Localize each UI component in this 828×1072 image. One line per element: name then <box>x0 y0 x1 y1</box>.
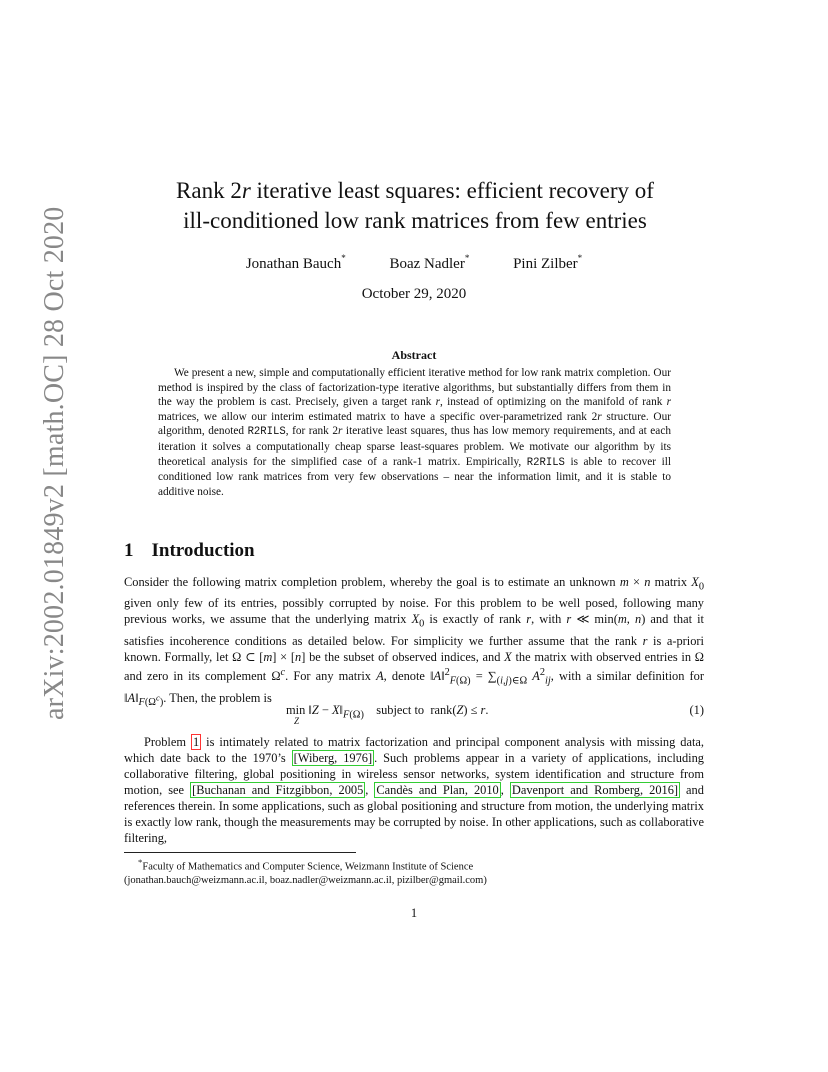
author-3: Pini Zilber* <box>513 253 583 272</box>
citation-link[interactable]: Candès and Plan, 2010 <box>376 783 499 797</box>
page-number: 1 <box>410 906 418 920</box>
equation-1 <box>124 703 704 725</box>
author-2: Boaz Nadler* <box>389 253 470 272</box>
section-heading: 1 Introduction <box>124 540 255 561</box>
citation-link[interactable]: [Wiberg, 1976] <box>293 751 373 765</box>
equation-body: min ‖Z − $X‖_{F(\Omega)}$ subject to rank(Z) ≤ r. <box>286 703 489 721</box>
algorithm-name: R2RILS <box>526 456 565 469</box>
intro-paragraph-2: Problem 1 is intimately related to matrix factorization and principal component analysis with missing data, which date back to the 1970’s [Wiberg, 1976] . Such problems appear in a variety of applications, including collaborative filtering, global positioning in wireless sensor networks, system identification and structure from motion, see [Buchanan and Fitzgibbon, 2005 , Candès and Plan, 2010 , Davenport and Romberg, 2016] and references therein. In some applications, such as global positioning and structure from motion, the underlying matrix is exactly low rank, though the measurements may be corrupted by noise. In other applications, such as collaborative filtering, <box>124 735 704 845</box>
equation-number: (1) <box>689 703 704 717</box>
equation-reference-link[interactable]: 1 <box>192 735 200 749</box>
title-line-2: ill-conditioned low rank matrices from few entries <box>183 208 647 233</box>
footnote-divider <box>124 852 356 853</box>
intro-paragraph-1: Consider the following matrix completion problem, whereby the goal is to estimate an unknown m × n matrix $X_0$ given only few of its entries, possibly corrupted by noise. For this problem to be well posed, following many previous works, we assume that the underlying matrix $X_0$ is exactly of rank r, with r ≪ min(m, n) and that it satisfies incoherence conditions as detailed below. For simplicity we further assume that the rank r is a-priori known. Formally, let Ω ⊂ [m] × [n] be the subset of observed indices, and X the matrix with observed entries in Ω and zero in its complement $\Omega^c$. For any matrix A, denote ‖A‖$^2_{F(\Omega)}$ = $\sum_{(i,j)\in\Omega}$ $A^2_{ij}$, with a similar definition for $‖A‖_{F(\Omega^c)}$. Then, the problem is <box>124 575 705 708</box>
author-1: Jonathan Bauch* <box>245 253 346 272</box>
abstract-text: We present a new, simple and computationally efficient iterative method for low rank matrix completion. Our method is inspired by the class of factorization-type iterative algorithms, but substantially differs from them in the way the problem is cast. Precisely, given a target rank r, instead of optimizing on the manifold of rank r matrices, we allow our interim estimated matrix to have a specific over-parametrized rank 2r structure. Our algorithm, denoted R2RILS, for rank 2r iterative least squares, thus has low memory requirements, and at each iteration it solves a computationally cheap sparse least-squares problem. We motivate our algorithm by its theoretical analysis for the simplified case of a rank-1 matrix. Empirically, R2RILS is able to recover ill conditioned low rank matrices from very few observations – near the information limit, and it is stable to additive noise. <box>158 367 671 498</box>
footnote: *Faculty of Mathematics and Computer Science, Weizmann Institute of Science (jonathan.bauch@weizmann.ac.il, boaz.nadler@weizmann.ac.il, pizilber@gmail.com) <box>124 857 487 887</box>
citation-link[interactable]: [Buchanan and Fitzgibbon, 2005 <box>192 783 364 797</box>
author-list <box>0 254 828 273</box>
equation-min-subscript: Z <box>294 716 300 726</box>
paper-date: October 29, 2020 <box>361 286 467 302</box>
algorithm-name: R2RILS <box>247 426 286 439</box>
paper-title <box>110 176 720 236</box>
title-line-1: Rank 2r iterative least squares: efficient recovery of <box>176 178 654 203</box>
citation-link[interactable]: Davenport and Romberg, 2016] <box>511 783 679 797</box>
arxiv-stamp: arXiv:2002.01849v2 [math.OC] 28 Oct 2020 <box>39 206 70 720</box>
abstract-heading: Abstract <box>391 348 437 362</box>
